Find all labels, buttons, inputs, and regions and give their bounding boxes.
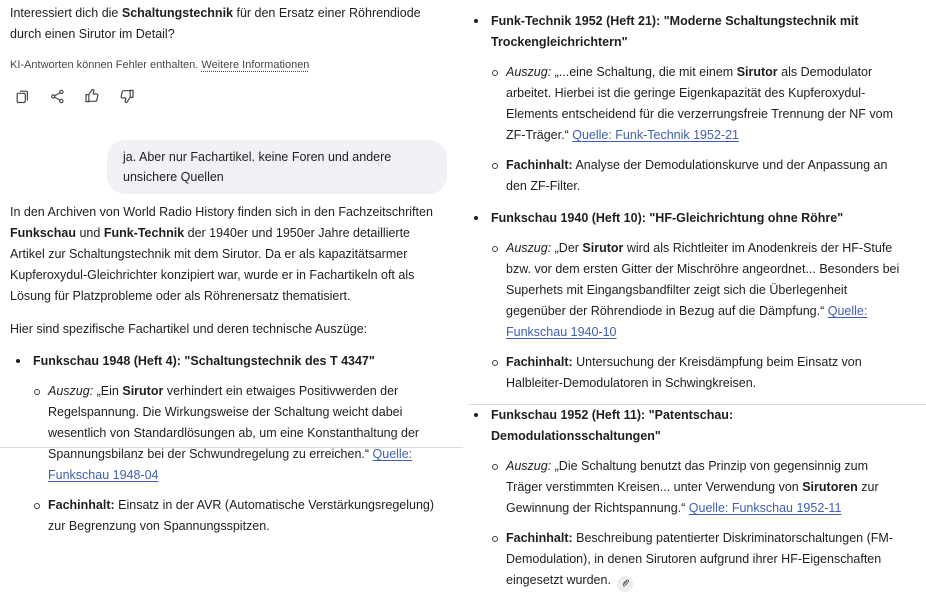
list-item-fachinhalt: Fachinhalt: Beschreibung patentierter Diskriminatorschaltungen (FM-Demodulation), in denen Sirutoren aufgrund ihrer HF-Eigenschaften eingesetzt wurden. xyxy=(491,528,905,592)
article-item xyxy=(468,405,905,592)
list-item-fachinhalt: Fachinhalt: Einsatz in der AVR (Automatische Verstärkungsregelung) zur Begrenzung von Spannungsspitzen. xyxy=(33,495,447,537)
list-item-fachinhalt: Fachinhalt: Analyse der Demodulationskurve und der Anpassung an den ZF-Filter. xyxy=(491,155,905,197)
answer-intro-paragraph: In den Archiven von World Radio History finden sich in den Fachzeitschriften Funkschau und Funk-Technik der 1940er und 1950er Jahre detaillierte Artikel zur Schaltungstechnik mit dem Sirutor. Da er als kapazitätsarmer Kupferoxydul-Gleichrichter konzipiert war, wurde er in Fachartikeln oft als Lösung für Platzprobleme oder als Röhrenersatz thematisiert. xyxy=(10,205,433,303)
disclaimer-text: KI-Antworten können Fehler enthalten. xyxy=(10,59,199,71)
section-divider-left xyxy=(0,447,463,448)
section-divider-right xyxy=(468,404,926,405)
thumbs-up-button[interactable] xyxy=(82,86,102,106)
thumbs-down-button[interactable] xyxy=(117,86,137,106)
left-column xyxy=(10,0,447,533)
user-turn xyxy=(10,140,447,194)
article-title: Funkschau 1948 (Heft 4): "Schaltungstechnik des T 4347" xyxy=(33,354,375,368)
source-link[interactable]: Quelle: Funkschau 1940-10 xyxy=(506,304,868,339)
assistant-followup-question: Interessiert dich die Schaltungstechnik für den Ersatz einer Röhrendiode durch einen Sirutor im Detail? xyxy=(10,6,421,41)
user-message-bubble xyxy=(107,140,447,194)
source-chip-button[interactable] xyxy=(617,576,633,592)
article-item xyxy=(468,11,905,197)
copy-button[interactable] xyxy=(12,86,32,106)
article-item xyxy=(10,351,447,537)
copy-icon xyxy=(14,88,31,105)
paperclip-icon xyxy=(621,573,630,594)
list-item-auszug: Auszug: „Die Schaltung benutzt das Prinzip von gegensinnig zum Träger verstimmten Kreisen... unter Verwendung von Sirutoren zur Gewinnung der Richtspannung.“ Quelle: Funkschau 1952-11 xyxy=(491,456,905,519)
source-link[interactable]: Quelle: Funkschau 1952-11 xyxy=(688,501,842,515)
ai-disclaimer xyxy=(10,58,447,72)
list-item-auszug: Auszug: „Ein Sirutor verhindert ein etwaiges Positivwerden der Regelspannung. Die Wirkungsweise der Schaltung weicht dabei wesentlich von Standardlösungen ab, um eine Konstanthaltung der Spannungsbilanz bei der Schwundregelung zu erreichen.“ Quelle: Funkschau 1948-04 xyxy=(33,381,447,486)
list-item-auszug: Auszug: „...eine Schaltung, die mit einem Sirutor als Demodulator arbeitet. Hierbei ist die geringe Eigenkapazität des Kupferoxydul-Elements entscheidend für die verzerrungsfreie Trennung der NF vom ZF-Träger.“ Quelle: Funk-Technik 1952-21 xyxy=(491,62,905,146)
answer-lead-in: Hier sind spezifische Fachartikel und deren technische Auszüge: xyxy=(10,322,368,336)
source-link[interactable]: Quelle: Funkschau 1948-04 xyxy=(48,447,413,482)
article-title: Funk-Technik 1952 (Heft 21): "Moderne Schaltungstechnik mit Trockengleichrichtern" xyxy=(491,14,859,49)
article-list-right xyxy=(468,11,905,592)
right-column xyxy=(468,0,905,587)
article-title: Funkschau 1952 (Heft 11): "Patentschau: Demodulationsschaltungen" xyxy=(491,408,734,443)
article-item xyxy=(468,208,905,394)
share-icon xyxy=(49,88,66,105)
list-item-fachinhalt: Fachinhalt: Untersuchung der Kreisdämpfung beim Einsatz von Halbleiter-Demodulatoren in Schwingkreisen. xyxy=(491,352,905,394)
share-button[interactable] xyxy=(47,86,67,106)
thumbs-down-icon xyxy=(118,87,136,105)
learn-more-link[interactable]: Weitere Informationen xyxy=(201,59,310,71)
thumbs-up-icon xyxy=(83,87,101,105)
article-list-left xyxy=(10,351,447,537)
article-title: Funkschau 1940 (Heft 10): "HF-Gleichrichtung ohne Röhre" xyxy=(491,211,844,225)
user-message-text: ja. Aber nur Fachartikel. keine Foren und andere unsichere Quellen xyxy=(123,150,392,184)
response-action-bar xyxy=(12,86,447,106)
source-link[interactable]: Quelle: Funk-Technik 1952-21 xyxy=(572,128,739,142)
list-item-auszug: Auszug: „Der Sirutor wird als Richtleiter im Anodenkreis der HF-Stufe bzw. vor dem ersten Gitter der Mischröhre angeordnet... Besonders bei Superhets mit Eingangsbandfilter zeigt sich die Überlegenheit gegenüber der Röhrendiode in Bezug auf die Dämpfung.“ Quelle: Funkschau 1940-10 xyxy=(491,238,905,343)
